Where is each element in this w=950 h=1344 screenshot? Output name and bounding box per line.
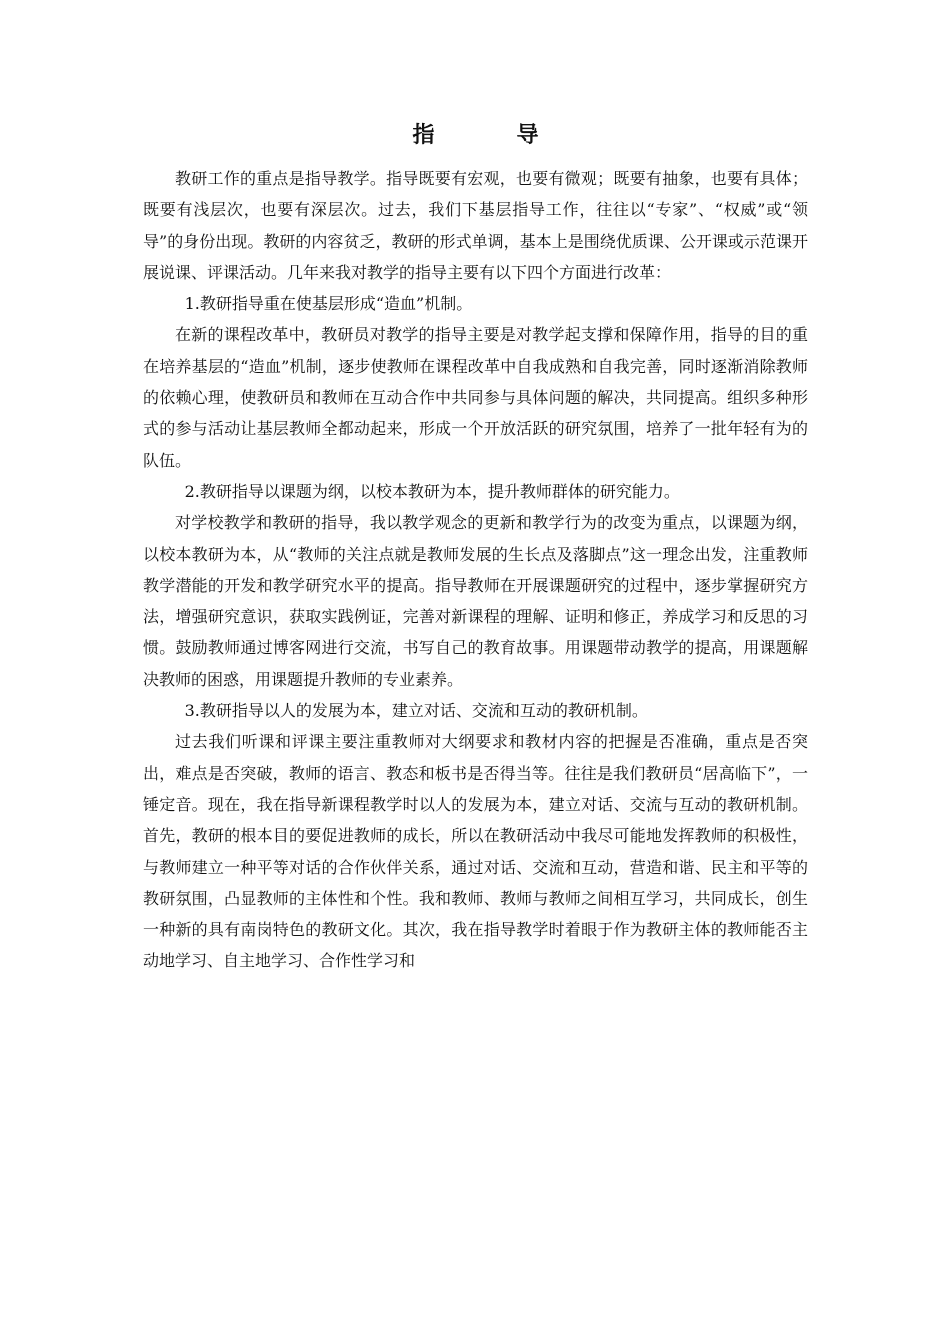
- section-heading-1: 1.教研指导重在使基层形成“造血”机制。: [184, 294, 473, 314]
- section-heading-2: 2.教研指导以课题为纲，以校本教研为本，提升教师群体的研究能力。: [184, 481, 680, 501]
- section-paragraph-3: 过去我们听课和评课主要注重教师对大纲要求和教材内容的把握是否准确，重点是否突出，难点是否突破，教师的语言、教态和板书是否得当等。往往是我们教研员“居高临下”，一锤定音。现在，我在指导新课程教学时以人的发展为本，建立对话、交流与互动的教研机制。首先，教研的根本目的要促进教师的成长，所以在教研活动中我尽可能地发挥教师的积极性，与教师建立一种平等对话的合作伙伴关系，通过对话、交流和互动，营造和谐、民主和平等的教研氛围，凸显教师的主体性和个性。我和教师、教师与教师之间相互学习，共同成长，创生一种新的具有南岗特色的教研文化。其次，我在指导教学时着眼于作为教研主体的教师能否主动地学习、自主地学习、合作性学习和: [143, 732, 808, 971]
- intro-paragraph: 教研工作的重点是指导教学。指导既要有宏观，也要有微观；既要有抽象，也要有具体；既要有浅层次，也要有深层次。过去，我们下基层指导工作，往往以“专家”、“权威”或“领导”的身份出现。教研的内容贫乏，教研的形式单调，基本上是围绕优质课、公开课或示范课开展说课、评课活动。几年来我对教学的指导主要有以下四个方面进行改革：: [143, 169, 808, 282]
- section-paragraph-2: 对学校教学和教研的指导，我以教学观念的更新和教学行为的改变为重点，以课题为纲，以校本教研为本，从“教师的关注点就是教师发展的生长点及落脚点”这一理念出发，注重教师教学潜能的开发和教学研究水平的提高。指导教师在开展课题研究的过程中，逐步掌握研究方法，增强研究意识，获取实践例证，完善对新课程的理解、证明和修正，养成学习和反思的习惯。鼓励教师通过博客网进行交流，书写自己的教育故事。用课题带动教学的提高，用课题解决教师的困惑，用课题提升教师的专业素养。: [143, 513, 808, 689]
- document-body: [143, 163, 808, 977]
- page-title: 指 导: [412, 122, 569, 148]
- section-paragraph-1: 在新的课程改革中，教研员对教学的指导主要是对教学起支撑和保障作用，指导的目的重在培养基层的“造血”机制，逐步使教师在课程改革中自我成熟和自我完善，同时逐渐消除教师的依赖心理，使教研员和教师在互动合作中共同参与具体问题的解决，共同提高。组织多种形式的参与活动让基层教师全都动起来，形成一个开放活跃的研究氛围，培养了一批年轻有为的队伍。: [143, 325, 808, 470]
- section-heading-3: 3.教研指导以人的发展为本，建立对话、交流和互动的教研机制。: [184, 701, 648, 721]
- document-page: [143, 0, 808, 977]
